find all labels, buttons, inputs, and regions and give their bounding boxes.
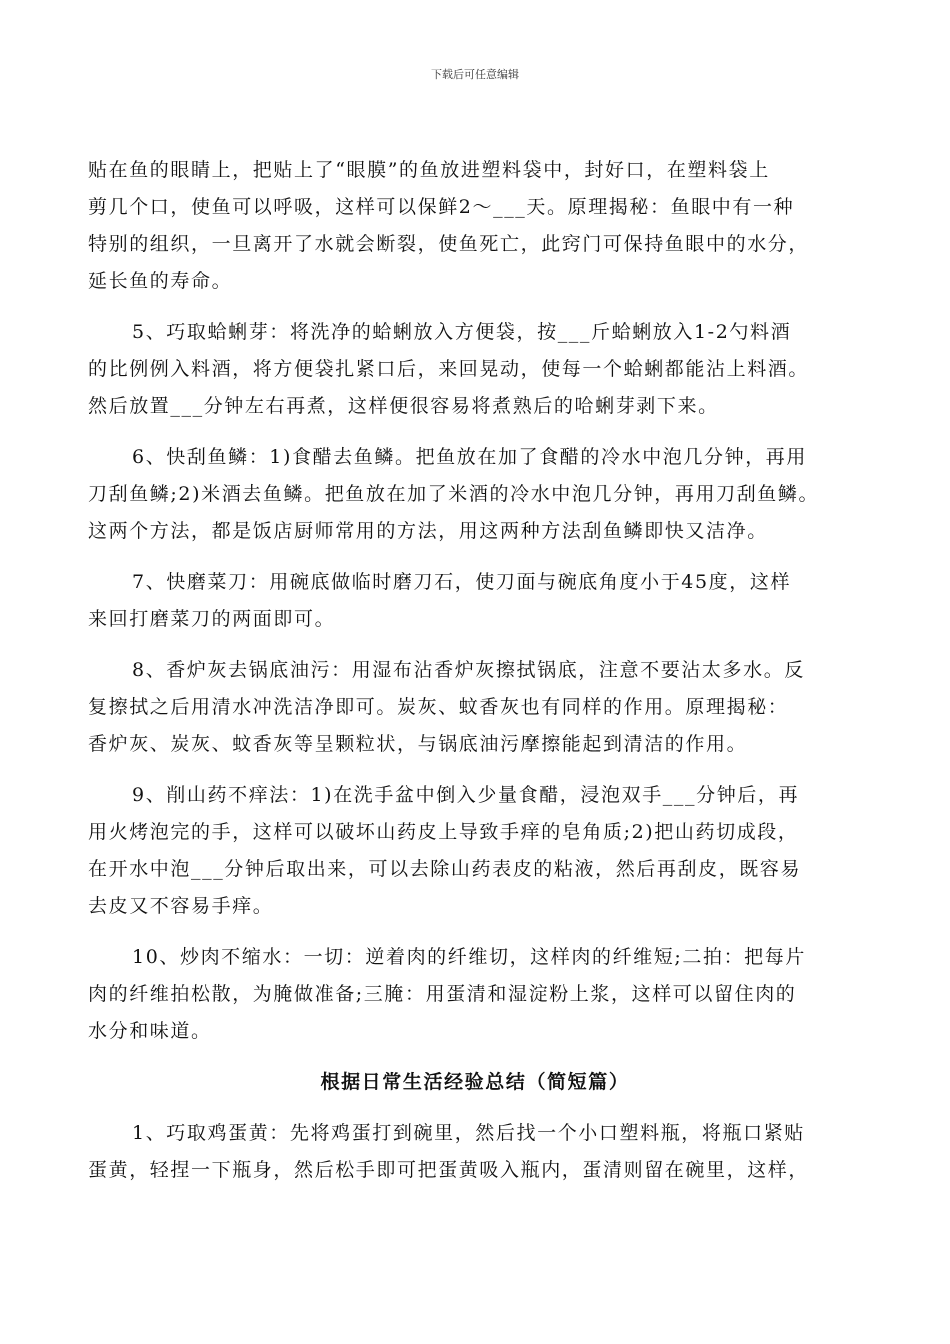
text-line: 复擦拭之后用清水冲洗洁净即可。炭灰、蚊香灰也有同样的作用。原理揭秘： [88, 696, 789, 718]
section-title: 根据日常生活经验总结（简短篇） [320, 1071, 630, 1093]
text-line: 1、巧取鸡蛋黄：先将鸡蛋打到碗里，然后找一个小口塑料瓶，将瓶口紧贴 [132, 1122, 805, 1144]
text-line: 8、香炉灰去锅底油污：用湿布沾香炉灰擦拭锅底，注意不要沾太多水。反 [132, 659, 805, 681]
text-line: 去皮又不容易手痒。 [88, 895, 274, 917]
text-line: 剪几个口，使鱼可以呼吸，这样可以保鲜2～___天。原理揭秘：鱼眼中有一种 [88, 196, 795, 218]
text-line: 用火烤泡完的手，这样可以破坏山药皮上导致手痒的皂角质;2)把山药切成段， [88, 821, 799, 843]
paragraph-stir-fry-meat [0, 939, 950, 1050]
text-line: 香炉灰、炭灰、蚊香灰等呈颗粒状，与锅底油污摩擦能起到清洁的作用。 [88, 733, 748, 755]
paragraph-fish-scales [0, 439, 950, 550]
text-line: 延长鱼的寿命。 [88, 270, 233, 292]
paragraph-pot-grease [0, 652, 950, 763]
paragraph-clam [0, 314, 950, 425]
text-line: 的比例例入料酒，将方便袋扎紧口后，来回晃动，使每一个蛤蜊都能沾上料酒。 [88, 358, 810, 380]
text-line: 蛋黄，轻捏一下瓶身，然后松手即可把蛋黄吸入瓶内，蛋清则留在碗里，这样， [88, 1159, 810, 1181]
document-body [0, 152, 950, 1203]
text-line: 5、巧取蛤蜊芽：将洗净的蛤蜊放入方便袋，按___斤蛤蜊放入1-2勺料酒 [132, 321, 792, 343]
paragraph-egg-yolk [0, 1115, 950, 1189]
text-line: 水分和味道。 [88, 1020, 212, 1042]
text-line: 特别的组织，一旦离开了水就会断裂，使鱼死亡，此窍门可保持鱼眼中的水分， [88, 233, 810, 255]
text-line: 在开水中泡___分钟后取出来，可以去除山药表皮的粘液，然后再刮皮，既容易 [88, 858, 802, 880]
text-line: 来回打磨菜刀的两面即可。 [88, 608, 336, 630]
text-line: 这两个方法，都是饭店厨师常用的方法，用这两种方法刮鱼鳞即快又洁净。 [88, 520, 768, 542]
text-line: 9、削山药不痒法：1)在洗手盆中倒入少量食醋，浸泡双手___分钟后，再 [132, 784, 800, 806]
paragraph-fish-eye-continued [0, 152, 950, 300]
paragraph-yam [0, 777, 950, 925]
text-line: 刀刮鱼鳞;2)米酒去鱼鳞。把鱼放在加了米酒的冷水中泡几分钟，再用刀刮鱼鳞。 [88, 483, 820, 505]
page-header: 下载后可任意编辑 [431, 68, 519, 81]
text-line: 7、快磨菜刀：用碗底做临时磨刀石，使刀面与碗底角度小于45度，这样 [132, 571, 792, 593]
text-line: 6、快刮鱼鳞：1)食醋去鱼鳞。把鱼放在加了食醋的冷水中泡几分钟，再用 [132, 446, 807, 468]
text-line: 贴在鱼的眼睛上，把贴上了“眼膜”的鱼放进塑料袋中，封好口，在塑料袋上 [88, 159, 770, 181]
text-line: 然后放置___分钟左右再煮，这样便很容易将煮熟后的哈蜊芽剥下来。 [88, 395, 719, 417]
paragraph-knife [0, 564, 950, 638]
text-line: 肉的纤维拍松散，为腌做准备;三腌：用蛋清和湿淀粉上浆，这样可以留住肉的 [88, 983, 797, 1005]
text-line: 10、炒肉不缩水：一切：逆着肉的纤维切，这样肉的纤维短;二拍：把每片 [132, 946, 806, 968]
